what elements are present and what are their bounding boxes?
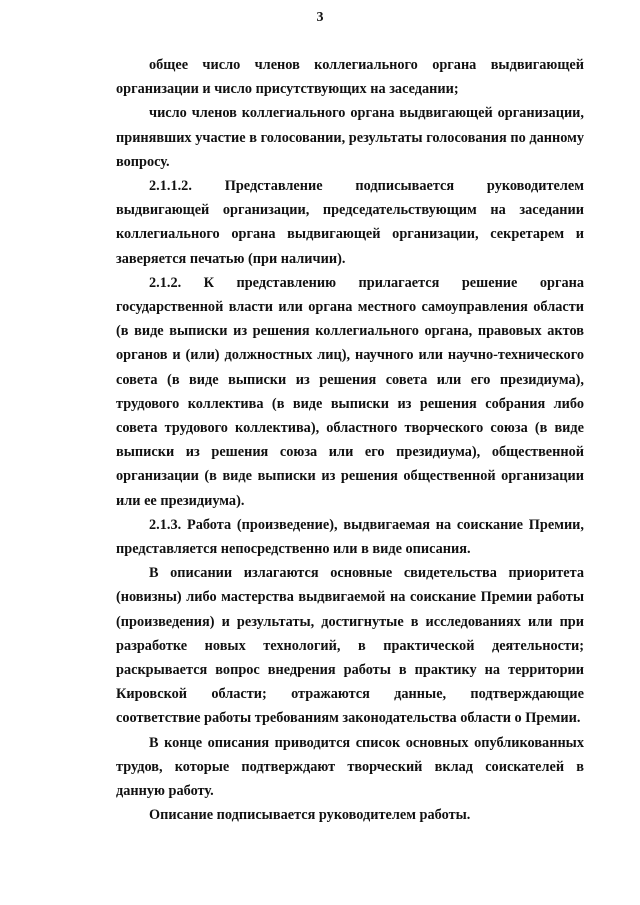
paragraph-publications-list: В конце описания приводится список основных опубликованных трудов, которые подтверждают творческий вклад соискателей в данную работу. — [116, 734, 584, 800]
document-body — [116, 53, 584, 828]
page-number: 3 — [316, 10, 324, 25]
paragraph-voting-members-present: общее число членов коллегиального органа выдвигающей организации и число присутствующих на заседании; — [116, 57, 584, 98]
paragraph-2-1-3: 2.1.3. Работа (произведение), выдвигаемая на соискание Премии, представляется непосредственно или в виде описания. — [116, 516, 584, 558]
paragraph-2-1-2: 2.1.2. К представлению прилагается решение органа государственной власти или органа местного самоуправления области (в виде выписки из решения коллегиального органа, правовых актов органов и (или) должностных лиц), научного или научно-технического совета (в виде выписки из решения совета или его президиума), трудового коллектива (в виде выписки из решения собрания либо совета трудового коллектива), областного творческого союза (в виде выписки из решения союза или его президиума), общественной организации (в виде выписки из решения общественной организации или ее президиума). — [116, 274, 584, 509]
paragraph-description-content: В описании излагаются основные свидетельства приоритета (новизны) либо мастерства выдвигаемой на соискание Премии работы (произведения) и результаты, достигнутые в исследованиях или при разработке новых технологий, в практической деятельности; раскрывается вопрос внедрения работы в практику на территории Кировской области; отражаются данные, подтверждающие соответствие работы требованиям законодательства области о Премии. — [116, 565, 584, 727]
paragraph-description-signature: Описание подписывается руководителем работы. — [149, 807, 471, 824]
paragraph-voting-results: число членов коллегиального органа выдвигающей организации, принявших участие в голосовании, результаты голосования по данному вопросу. — [116, 105, 584, 170]
paragraph-2-1-1-2: 2.1.1.2. Представление подписывается руководителем выдвигающей организации, председательствующим на заседании коллегиального органа выдвигающей организации, секретарем и заверяется печатью (при наличии). — [116, 178, 584, 267]
